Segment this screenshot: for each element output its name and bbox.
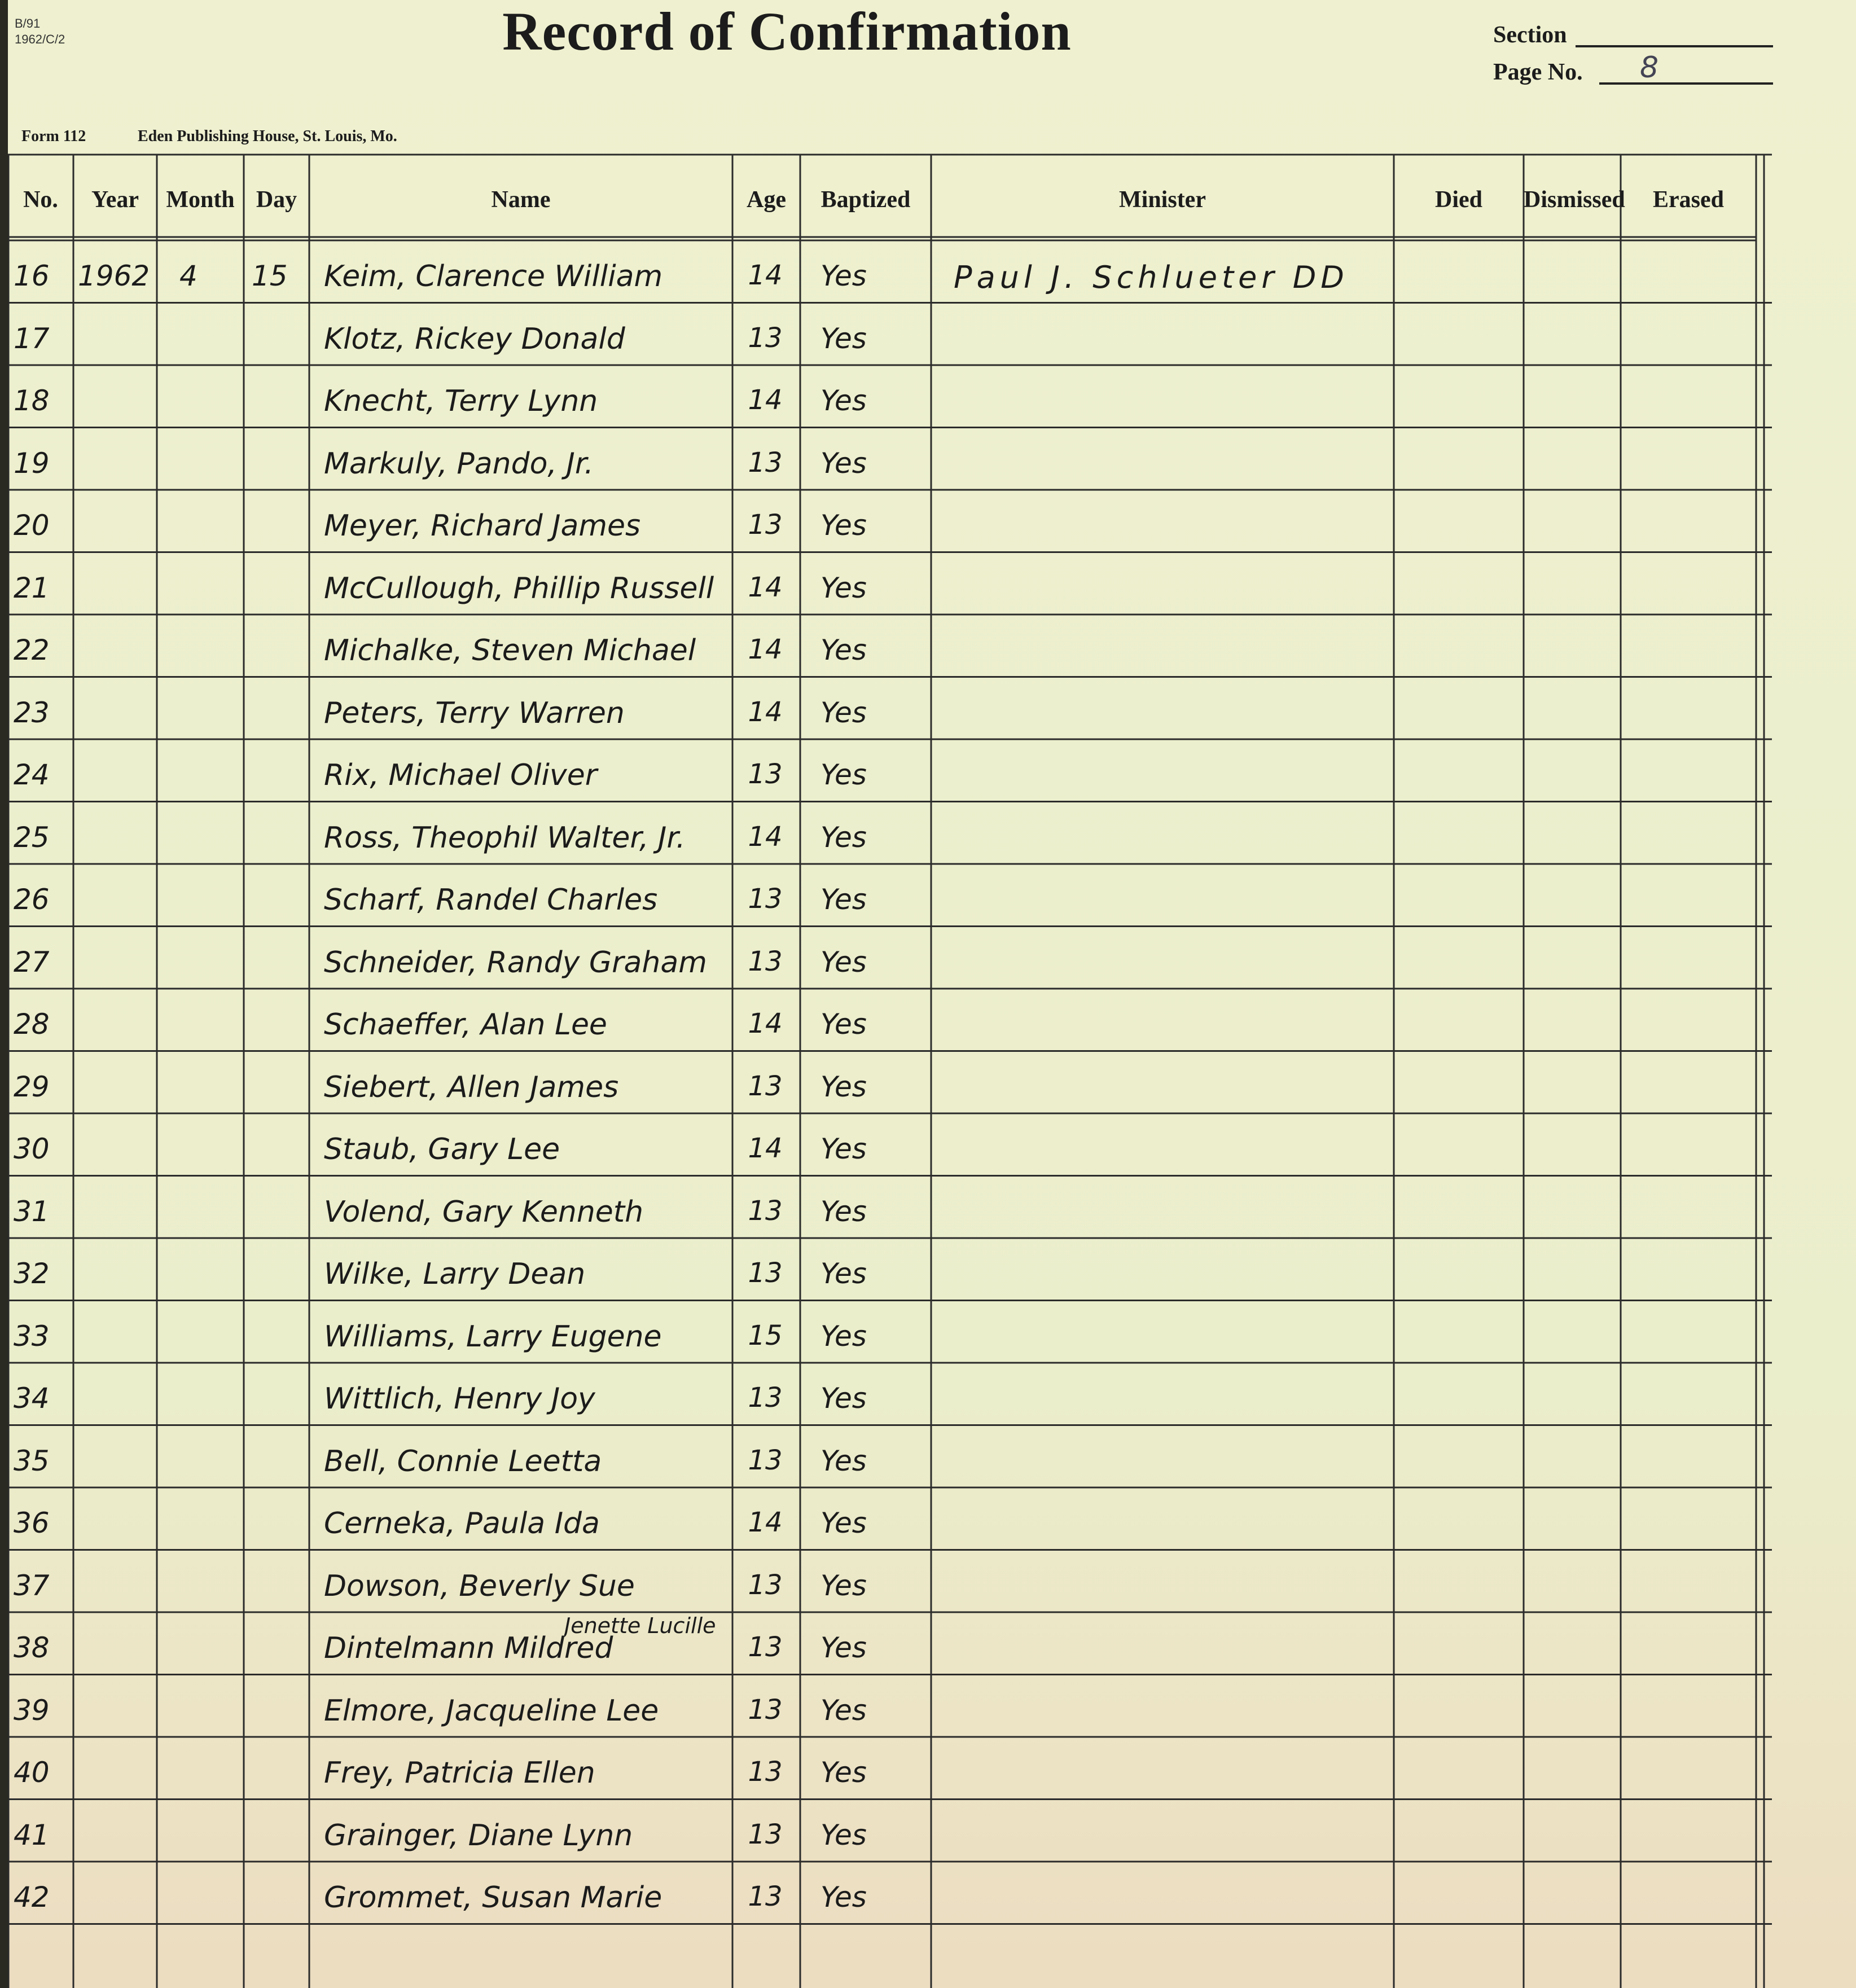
- row-age: 13: [748, 883, 783, 915]
- row-baptized: Yes: [820, 1756, 867, 1789]
- row-number: 24: [14, 758, 50, 791]
- row-name: Scharf, Randel Charles: [324, 883, 658, 917]
- row-baptized: Yes: [820, 446, 867, 480]
- row-number: 35: [14, 1444, 50, 1477]
- row-name: Schaeffer, Alan Lee: [324, 1008, 607, 1042]
- row-name: Williams, Larry Eugene: [324, 1319, 662, 1354]
- row-baptized: Yes: [820, 1195, 867, 1228]
- row-name: Grainger, Diane Lynn: [324, 1818, 633, 1853]
- row-age: 13: [748, 1070, 783, 1102]
- row-baptized: Yes: [820, 1444, 867, 1477]
- row-number: 33: [14, 1319, 50, 1353]
- row-name: McCullough, Phillip Russell: [324, 571, 714, 605]
- row-age: 13: [748, 1631, 783, 1663]
- row-age: 14: [748, 571, 783, 603]
- header-baptized: Baptized: [820, 187, 911, 213]
- publisher: Eden Publishing House, St. Louis, Mo.: [138, 128, 397, 145]
- row-number: 31: [14, 1195, 50, 1228]
- row-age: 13: [748, 1818, 783, 1850]
- row-baptized: Yes: [820, 1507, 867, 1539]
- row-baptized: Yes: [820, 260, 867, 292]
- row-name: Markuly, Pando, Jr.: [324, 446, 594, 481]
- row-name: Keim, Clarence William: [324, 260, 663, 293]
- row-name: Ross, Theophil Walter, Jr.: [324, 820, 686, 855]
- row-number: 20: [14, 509, 50, 542]
- row-number: 18: [14, 384, 50, 417]
- row-name: Grommet, Susan Marie: [324, 1881, 662, 1915]
- row-age: 14: [748, 260, 783, 291]
- row-number: 16: [14, 260, 50, 292]
- row-name: Peters, Terry Warren: [324, 696, 625, 730]
- row-baptized: Yes: [820, 820, 867, 854]
- header-dismissed: Dismissed: [1524, 187, 1625, 213]
- row-age: 13: [748, 758, 783, 790]
- row-number: 41: [14, 1818, 50, 1851]
- header-no: No.: [23, 187, 58, 213]
- row-number: 39: [14, 1693, 50, 1727]
- row-age: 14: [748, 820, 783, 853]
- row-name: Klotz, Rickey Donald: [324, 322, 625, 356]
- row-number: 19: [14, 446, 50, 480]
- row-baptized: Yes: [820, 571, 867, 604]
- row-name: Staub, Gary Lee: [324, 1133, 560, 1166]
- reference-line: B/91: [15, 16, 41, 30]
- row-number: 22: [14, 634, 50, 666]
- row-month: 4: [179, 260, 198, 292]
- row-age: 13: [748, 1257, 783, 1289]
- header-day: Day: [256, 187, 297, 213]
- row-age: 13: [748, 945, 783, 977]
- row-age: 14: [748, 696, 783, 728]
- row-number: 42: [14, 1881, 50, 1914]
- page-no-value: 8: [1640, 51, 1659, 85]
- row-age: 13: [748, 1195, 783, 1227]
- header-name: Name: [491, 187, 551, 213]
- row-baptized: Yes: [820, 696, 867, 729]
- row-age: 14: [748, 384, 783, 416]
- row-name: Wilke, Larry Dean: [324, 1257, 586, 1291]
- row-name: Frey, Patricia Ellen: [324, 1756, 595, 1790]
- row-age: 13: [748, 1382, 783, 1414]
- page-title: Record of Confirmation: [502, 1, 1072, 62]
- row-baptized: Yes: [820, 1693, 867, 1727]
- row-age: 14: [748, 1507, 783, 1538]
- row-age: 14: [748, 1133, 783, 1164]
- row-number: 34: [14, 1382, 50, 1415]
- reference-line: 1962/C/2: [15, 32, 65, 46]
- row-name: Dintelmann Mildred: [324, 1631, 613, 1665]
- row-number: 30: [14, 1133, 50, 1165]
- row-baptized: Yes: [820, 1881, 867, 1914]
- row-baptized: Yes: [820, 634, 867, 666]
- header-year: Year: [91, 187, 139, 213]
- row-name: Elmore, Jacqueline Lee: [324, 1693, 659, 1728]
- row-age: 13: [748, 1693, 783, 1726]
- row-name: Knecht, Terry Lynn: [324, 384, 598, 418]
- row-number: 36: [14, 1507, 50, 1539]
- row-age: 13: [748, 1444, 783, 1476]
- header-erased: Erased: [1653, 187, 1724, 213]
- row-baptized: Yes: [820, 1257, 867, 1290]
- row-number: 23: [14, 696, 50, 729]
- row-baptized: Yes: [820, 1818, 867, 1851]
- row-age: 13: [748, 509, 783, 541]
- row-baptized: Yes: [820, 509, 867, 542]
- section-label: Section: [1493, 22, 1567, 48]
- row-number: 25: [14, 820, 50, 854]
- row-name: Bell, Connie Leetta: [324, 1444, 602, 1478]
- row-age: 13: [748, 322, 783, 354]
- row-number: 26: [14, 883, 50, 916]
- row-number: 29: [14, 1070, 50, 1103]
- row-number: 32: [14, 1257, 50, 1290]
- row-name: Michalke, Steven Michael: [324, 634, 696, 668]
- row-name: Wittlich, Henry Joy: [324, 1382, 595, 1416]
- row-age: 13: [748, 1569, 783, 1601]
- row-baptized: Yes: [820, 1133, 867, 1165]
- row-age: 13: [748, 446, 783, 479]
- row-name: Volend, Gary Kenneth: [324, 1195, 644, 1229]
- row-number: 27: [14, 945, 50, 978]
- page-no-label: Page No.: [1493, 59, 1583, 85]
- row-day: 15: [252, 260, 288, 292]
- row-age: 14: [748, 1008, 783, 1039]
- row-number: 17: [14, 322, 50, 355]
- header-minister: Minister: [1119, 187, 1206, 213]
- row-baptized: Yes: [820, 945, 867, 978]
- row-name: Dowson, Beverly Sue: [324, 1569, 635, 1603]
- row-baptized: Yes: [820, 758, 867, 791]
- row-minister: Paul J. Schlueter DD: [954, 260, 1349, 295]
- row-number: 21: [14, 571, 50, 604]
- binding-edge: [0, 0, 8, 1988]
- row-name: Rix, Michael Oliver: [324, 758, 598, 792]
- page-no-underline: [1599, 82, 1773, 85]
- row-age: 15: [748, 1319, 783, 1351]
- row-name-extra: Jenette Lucille: [564, 1613, 716, 1638]
- header-month: Month: [166, 187, 235, 213]
- row-baptized: Yes: [820, 1631, 867, 1664]
- row-number: 40: [14, 1756, 50, 1789]
- row-name: Meyer, Richard James: [324, 509, 641, 543]
- section-underline: [1576, 45, 1773, 47]
- row-number: 37: [14, 1569, 50, 1602]
- row-number: 38: [14, 1631, 50, 1664]
- header-died: Died: [1435, 187, 1482, 213]
- row-baptized: Yes: [820, 322, 867, 355]
- row-baptized: Yes: [820, 384, 867, 417]
- row-baptized: Yes: [820, 1008, 867, 1041]
- header-age: Age: [747, 187, 786, 213]
- row-number: 28: [14, 1008, 50, 1041]
- row-age: 13: [748, 1881, 783, 1912]
- row-year: 1962: [78, 260, 150, 292]
- row-baptized: Yes: [820, 1319, 867, 1353]
- row-name: Schneider, Randy Graham: [324, 945, 707, 980]
- row-baptized: Yes: [820, 883, 867, 916]
- row-baptized: Yes: [820, 1382, 867, 1415]
- row-baptized: Yes: [820, 1569, 867, 1602]
- row-name: Siebert, Allen James: [324, 1070, 619, 1104]
- row-age: 13: [748, 1756, 783, 1788]
- row-name: Cerneka, Paula Ida: [324, 1507, 600, 1541]
- form-number: Form 112: [21, 128, 86, 145]
- row-baptized: Yes: [820, 1070, 867, 1103]
- row-age: 14: [748, 634, 783, 665]
